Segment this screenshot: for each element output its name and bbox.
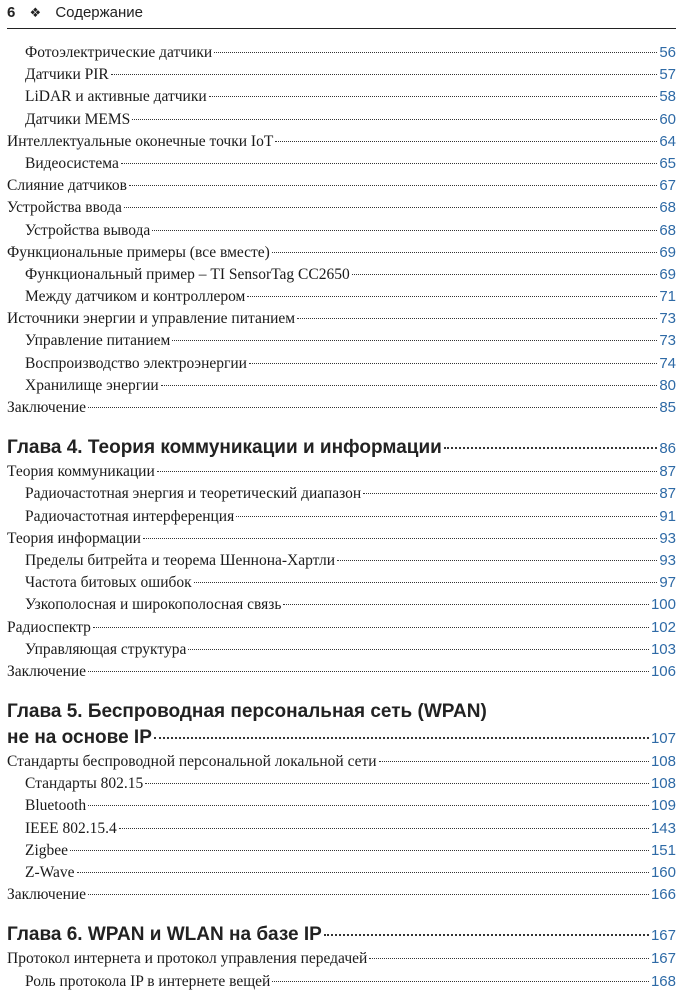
toc-entry-title: Радиочастотная интерференция [25,507,235,525]
toc-entry-title: Bluetooth [25,797,87,815]
toc-entry-page[interactable]: 60 [659,110,676,128]
chapter-5-heading[interactable] [7,725,676,751]
toc-entry-page[interactable]: 167 [650,950,676,968]
toc-entry-title: Радиочастотная энергия и теоретический диапазон [25,485,362,503]
toc-entry-title: Теория информации [7,529,141,547]
chapter-4-page[interactable]: 86 [659,440,676,458]
toc-entry[interactable] [7,795,676,817]
toc-entry-page[interactable]: 87 [659,463,676,481]
toc-entry[interactable] [7,175,676,197]
toc-entry-title: Видеосистема [25,154,119,172]
dot-leader [88,894,649,895]
dot-leader [145,783,649,784]
dot-leader [214,52,657,53]
toc-entry-page[interactable]: 69 [659,243,676,261]
toc-entry[interactable] [7,594,676,616]
dot-leader [194,582,658,583]
toc-entry-title: Устройства ввода [7,199,122,217]
toc-entry[interactable] [7,661,676,683]
toc-entry[interactable] [7,862,676,884]
toc-entry-page[interactable]: 80 [659,376,676,394]
dot-leader [121,163,657,164]
toc-entry[interactable] [7,375,676,397]
toc-entry-page[interactable]: 168 [650,972,676,990]
toc-entry-page[interactable]: 100 [650,596,676,614]
toc-entry-page[interactable]: 93 [659,551,676,569]
toc-entry-page[interactable]: 58 [659,88,676,106]
dot-leader [283,604,648,605]
toc-entry-title: Заключение [7,886,87,904]
running-header [7,0,676,29]
dot-leader [93,627,649,628]
toc-entry-page[interactable]: 166 [650,886,676,904]
toc-entry-title: Роль протокола IP в интернете вещей [25,972,271,990]
toc-entry-title: Между датчиком и контроллером [25,288,246,306]
toc-entry-page[interactable]: 93 [659,529,676,547]
toc-entry-page[interactable]: 57 [659,66,676,84]
toc-section-chapter5 [7,751,676,906]
toc-entry-title: Пределы битрейта и теорема Шеннона-Хартли [25,551,336,569]
chapter-6-page[interactable]: 167 [650,927,676,945]
chapter-4-title: Глава 4. Теория коммуникации и информации [7,437,442,459]
toc-entry[interactable] [7,242,676,264]
toc-entry-title: Воспроизводство электроэнергии [25,354,247,372]
toc-entry[interactable] [7,506,676,528]
chapter-5-title-line1: Глава 5. Беспроводная персональная сеть (WPAN) [7,701,487,723]
dot-leader [154,737,649,739]
dot-leader [88,407,657,408]
toc-entry[interactable] [7,353,676,375]
dot-leader [379,761,649,762]
toc-entry[interactable] [7,42,676,64]
dot-leader [247,296,657,297]
toc-entry-page[interactable]: 87 [659,485,676,503]
toc-entry-title: Датчики PIR [25,66,109,84]
toc-section-chapter4 [7,461,676,683]
toc-entry[interactable] [7,639,676,661]
toc-entry-title: Управляющая структура [25,640,187,658]
dot-leader [157,471,658,472]
dot-leader [249,363,657,364]
dot-leader [77,872,649,873]
dot-leader [236,516,657,517]
dot-leader [363,493,657,494]
toc-entry[interactable] [7,308,676,330]
toc-entry-page[interactable]: 65 [659,154,676,172]
dot-leader [124,207,657,208]
toc-entry[interactable] [7,109,676,131]
toc-entry-title: Заключение [7,399,87,416]
dot-leader [119,828,649,829]
toc-entry-title: Интеллектуальные оконечные точки IoT [7,132,274,150]
dot-leader [172,340,657,341]
toc-entry[interactable] [7,971,676,993]
toc-entry-title: Протокол интернета и протокол управления передачей [7,950,368,968]
dot-leader [337,560,657,561]
toc-entry-page[interactable]: 68 [659,221,676,239]
toc-entry-title: Z-Wave [25,864,75,881]
dot-leader [70,850,649,851]
chapter-6-heading[interactable] [7,922,676,948]
toc-entry-page[interactable]: 151 [650,841,676,859]
toc-entry-page[interactable]: 160 [650,864,676,881]
toc-entry-page[interactable]: 69 [659,265,676,283]
ornament-icon: ❖ [29,5,42,20]
toc-entry-page[interactable]: 108 [650,775,676,793]
toc-entry-page[interactable]: 74 [659,354,676,372]
toc-entry[interactable] [7,286,676,308]
toc-entry[interactable] [7,840,676,862]
toc-entry-title: Устройства вывода [25,221,151,239]
toc-entry[interactable] [7,773,676,795]
toc-entry-title: Источники энергии и управление питанием [7,310,296,328]
toc-entry[interactable] [7,818,676,840]
dot-leader [275,141,657,142]
toc-entry[interactable] [7,884,676,906]
table-of-contents [7,42,676,993]
dot-leader [352,274,658,275]
header-page-number: 6 [7,4,16,21]
toc-entry[interactable] [7,264,676,286]
toc-entry[interactable] [7,330,676,352]
toc-entry-page[interactable]: 108 [650,753,676,771]
toc-entry-title: Теория коммуникации [7,463,155,481]
toc-entry[interactable] [7,550,676,572]
chapter-5-page[interactable]: 107 [650,730,676,748]
dot-leader [297,318,657,319]
toc-entry[interactable] [7,197,676,219]
chapter-6-title: Глава 6. WPAN и WLAN на базе IP [7,924,322,946]
toc-entry-title: Датчики MEMS [25,110,131,128]
toc-entry-page[interactable]: 67 [659,177,676,195]
toc-entry-title: IEEE 802.15.4 [25,819,117,837]
dot-leader [143,538,657,539]
toc-entry-title: Управление питанием [25,332,171,350]
toc-entry-title: Частота битовых ошибок [25,574,192,592]
toc-entry[interactable] [7,572,676,594]
toc-section-chapter3-tail [7,42,676,419]
dot-leader [88,671,649,672]
dot-leader [444,447,658,449]
toc-entry[interactable] [7,64,676,86]
toc-entry-page[interactable]: 102 [650,618,676,636]
toc-entry[interactable] [7,483,676,505]
toc-entry-title: Хранилище энергии [25,376,159,394]
toc-entry[interactable] [7,131,676,153]
chapter-4-heading[interactable] [7,435,676,461]
toc-section-chapter6 [7,948,676,992]
toc-entry-title: Заключение [7,662,87,680]
toc-entry-title: Стандарты 802.15 [25,775,144,793]
toc-entry-page[interactable]: 64 [659,132,676,150]
toc-entry-title: Фотоэлектрические датчики [25,44,213,61]
toc-entry[interactable] [7,948,676,970]
toc-entry-page[interactable]: 85 [659,399,676,416]
toc-entry[interactable] [7,397,676,419]
dot-leader [152,230,657,231]
toc-entry-page[interactable]: 103 [650,640,676,658]
toc-entry[interactable] [7,220,676,242]
dot-leader [132,119,657,120]
toc-entry-title: Функциональные примеры (все вместе) [7,243,270,261]
dot-leader [324,934,649,936]
dot-leader [188,649,649,650]
dot-leader [88,805,649,806]
toc-entry-page[interactable]: 91 [659,507,676,525]
toc-entry[interactable] [7,751,676,773]
toc-entry[interactable] [7,153,676,175]
toc-entry-title: Радиоспектр [7,618,91,636]
dot-leader [209,96,658,97]
toc-entry-page[interactable]: 56 [659,44,676,61]
toc-entry-page[interactable]: 143 [650,819,676,837]
dot-leader [129,185,657,186]
toc-entry-title: Стандарты беспроводной персональной локальной сети [7,753,377,771]
chapter-5-title-line2: не на основе IP [7,727,152,749]
toc-entry-title: LiDAR и активные датчики [25,88,207,106]
toc-entry[interactable] [7,617,676,639]
toc-entry-title: Узкополосная и широкополосная связь [25,596,282,614]
toc-entry-title: Слияние датчиков [7,177,127,195]
toc-entry-page[interactable]: 71 [659,288,676,306]
toc-entry-page[interactable]: 73 [659,332,676,350]
toc-entry-title: Zigbee [25,841,69,859]
toc-entry-page[interactable]: 97 [659,574,676,592]
dot-leader [272,981,649,982]
toc-entry-title: Функциональный пример – TI SensorTag CC2650 [25,265,350,283]
toc-entry[interactable] [7,86,676,108]
dot-leader [272,252,657,253]
toc-entry-page[interactable]: 73 [659,310,676,328]
dot-leader [369,958,649,959]
toc-entry-page[interactable]: 109 [650,797,676,815]
header-title: Содержание [55,4,144,21]
dot-leader [161,385,658,386]
toc-entry-page[interactable]: 68 [659,199,676,217]
toc-entry[interactable] [7,528,676,550]
dot-leader [111,74,658,75]
toc-entry-page[interactable]: 106 [650,662,676,680]
toc-entry[interactable] [7,461,676,483]
